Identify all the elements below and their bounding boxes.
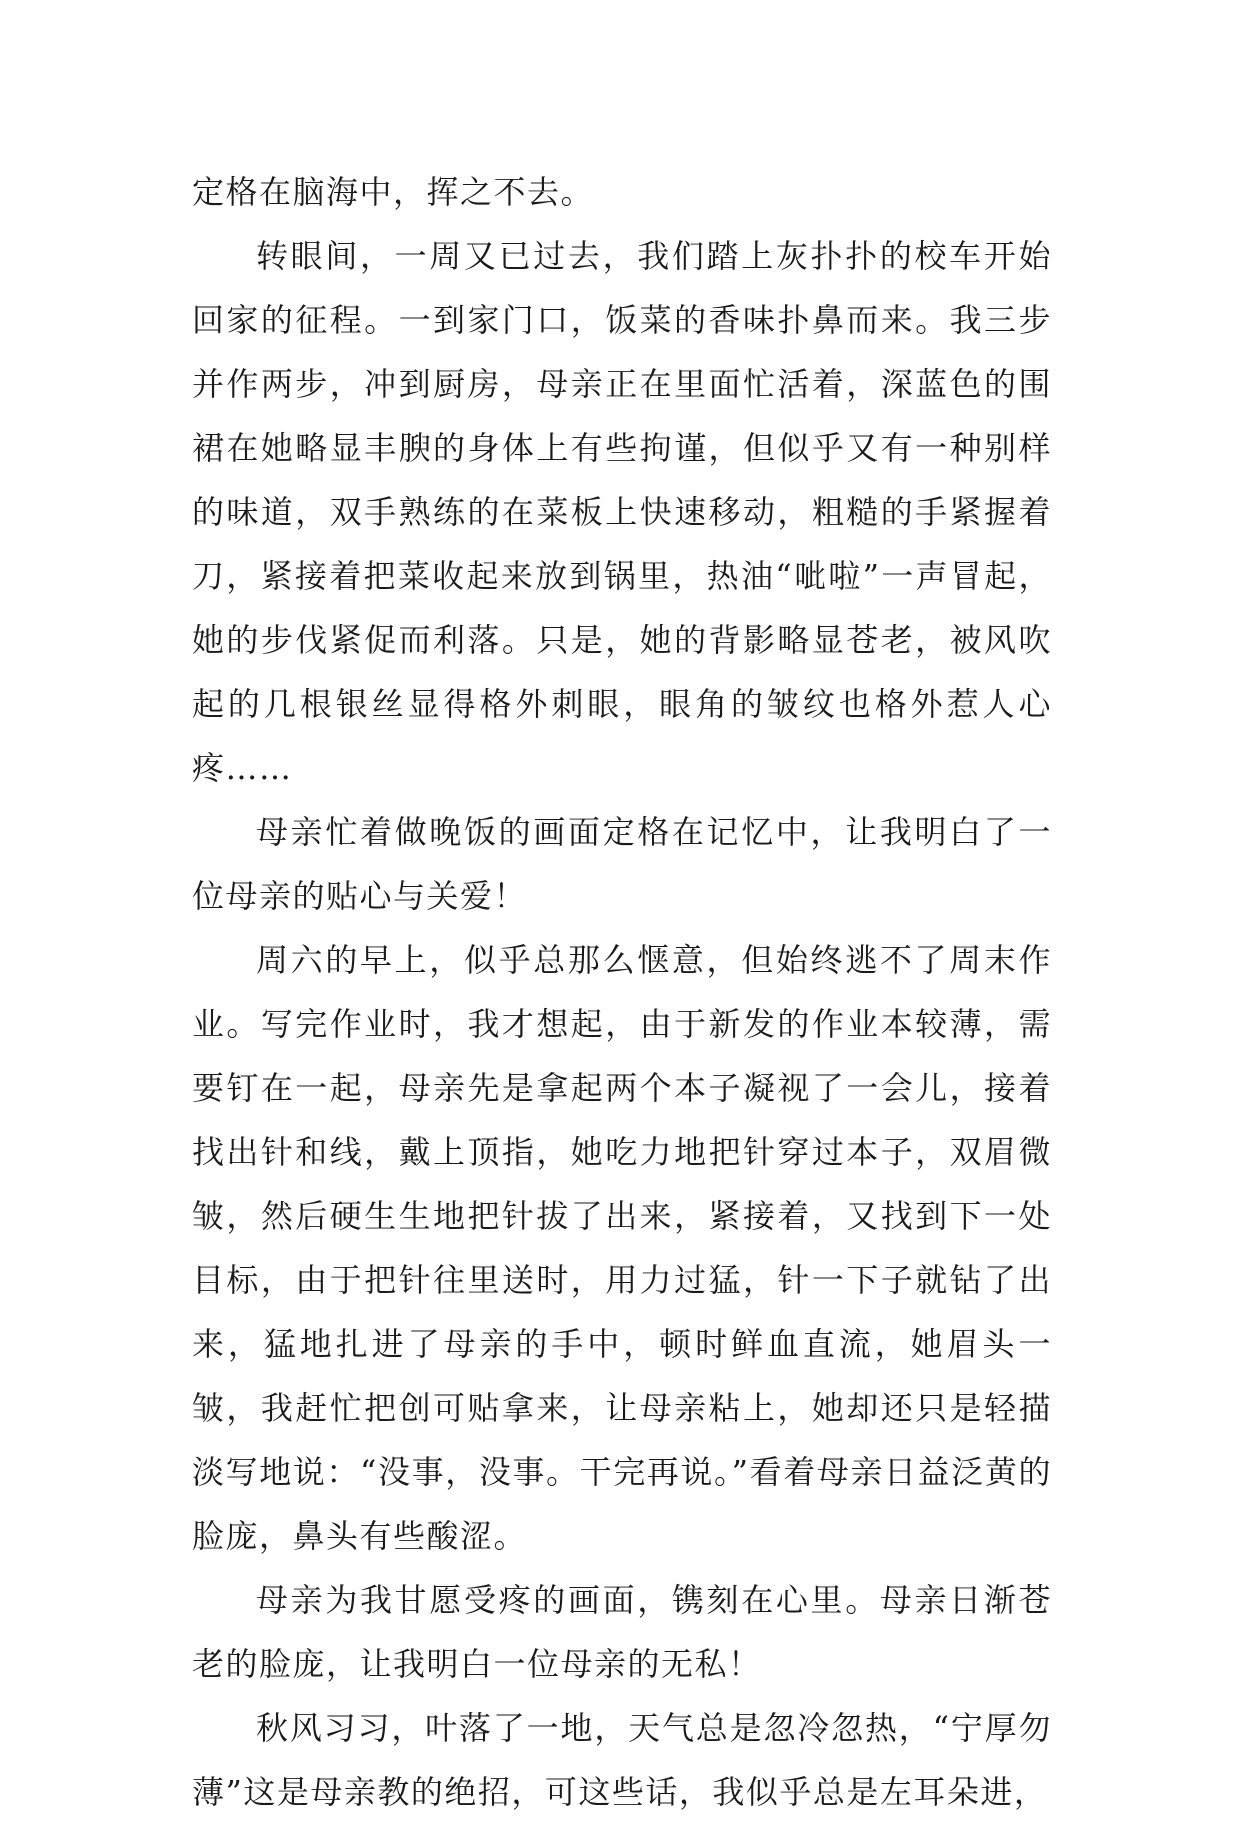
paragraph: 周六的早上，似乎总那么惬意，但始终逃不了周末作业。写完作业时，我才想起，由于新发的作业本较薄，需要钉在一起，母亲先是拿起两个本子凝视了一会儿，接着找出针和线，戴上顶指，她吃力地把针穿过本子，双眉微皱，然后硬生生地把针拔了出来，紧接着，又找到下一处目标，由于把针往里送时，用力过猛，针一下子就钻了出来，猛地扎进了母亲的手中，顿时鲜血直流，她眉头一皱，我赶忙把创可贴拿来，让母亲粘上，她却还只是轻描淡写地说：“没事，没事。干完再说。”看着母亲日益泛黄的脸庞，鼻头有些酸涩。 bbox=[192, 941, 1052, 1555]
paragraph: 秋风习习，叶落了一地，天气总是忽冷忽热，“宁厚勿薄”这是母亲教的绝招，可这些话，我似乎总是左耳朵进， bbox=[192, 1709, 1052, 1811]
paragraph: 转眼间，一周又已过去，我们踏上灰扑扑的校车开始回家的征程。一到家门口，饭菜的香味扑鼻而来。我三步并作两步，冲到厨房，母亲正在里面忙活着，深蓝色的围裙在她略显丰腴的身体上有些拘谨，但似乎又有一种别样的味道，双手熟练的在菜板上快速移动，粗糙的手紧握着刀，紧接着把菜收起来放到锅里，热油“呲啦”一声冒起，她的步伐紧促而利落。只是，她的背影略显苍老，被风吹起的几根银丝显得格外刺眼，眼角的皱纹也格外惹人心疼…… bbox=[192, 237, 1052, 787]
paragraph: 母亲为我甘愿受疼的画面，镌刻在心里。母亲日渐苍老的脸庞，让我明白一位母亲的无私！ bbox=[192, 1581, 1052, 1683]
paragraph: 母亲忙着做晚饭的画面定格在记忆中，让我明白了一位母亲的贴心与关爱！ bbox=[192, 813, 1052, 915]
essay-body bbox=[192, 160, 1052, 1824]
paragraph: 定格在脑海中，挥之不去。 bbox=[192, 173, 595, 211]
